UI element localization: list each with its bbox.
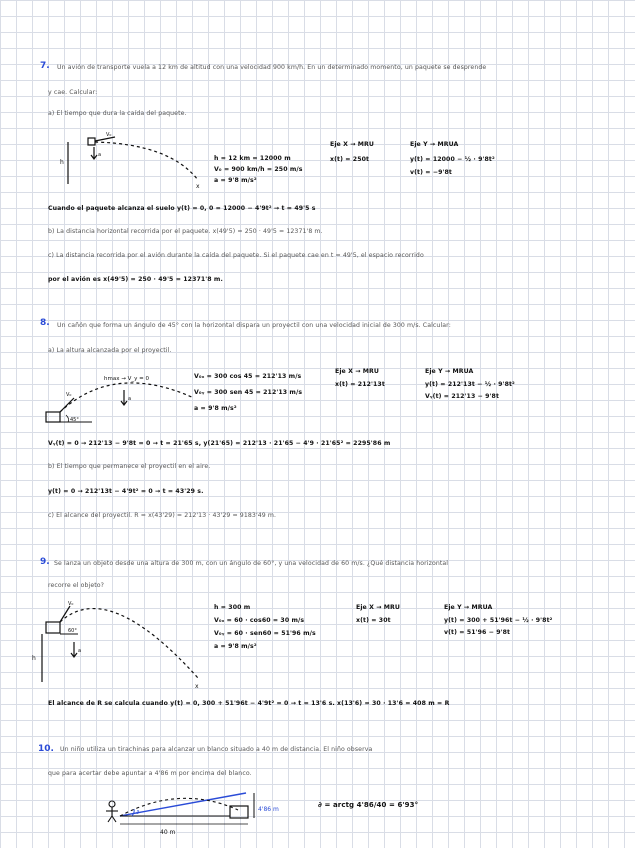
axis-y-eq2: v(t) = 51'96 − 9'8t <box>444 629 511 636</box>
trajectory <box>60 383 194 412</box>
package-box <box>88 138 95 145</box>
given-a: a = 9'8 m/s² <box>194 405 237 412</box>
given-h: h = 12 km = 12000 m <box>214 155 291 162</box>
problem-number: 9. <box>40 557 50 567</box>
v0-label: V₀ <box>68 601 74 607</box>
axis-y-eq1: y(t) = 300 + 51'96t − ½ · 9'8t² <box>444 617 553 624</box>
part-b: b) La distancia horizontal recorrida por el paquete. x(49'5) = 250 · 49'5 = 12371'8 m. <box>48 228 323 235</box>
launcher-box <box>46 622 60 633</box>
cliff-launch-diagram <box>28 598 208 690</box>
problem-statement-cont: que para acertar debe apuntar a 4'86 m por encima del blanco. <box>48 770 252 777</box>
axis-y-title: Eje Y → MRUA <box>410 141 459 148</box>
part-c-cont: por el avión es x(49'5) = 250 · 49'5 = 12371'8 m. <box>48 276 223 283</box>
velocity-vector <box>95 137 115 141</box>
given-a: a = 9'8 m/s² <box>214 177 257 184</box>
axis-x-title: Eje X → MRU <box>330 141 375 148</box>
axis-x-eq: x(t) = 212'13t <box>335 381 385 388</box>
given-v0x: V₀ₓ = 300 cos 45 = 212'13 m/s <box>194 373 302 380</box>
result: ∂ = arctg 4'86/40 = 6'93° <box>318 801 419 809</box>
result-a: Cuando el paquete alcanza el suelo y(t) = 0, 0 = 12000 − 4'9t² → t = 49'5 s <box>48 205 316 212</box>
height-label: 4'86 m <box>258 806 279 813</box>
axis-y-eq1: y(t) = 212'13t − ½ · 9'8t² <box>425 381 515 388</box>
problem-statement-cont: y cae. Calcular: <box>48 89 98 96</box>
problem-statement: Un cañón que forma un ángulo de 45° con la horizontal dispara un proyectil con una velocidad inicial de 300 m/s. Calcular: <box>57 322 451 329</box>
v0-label: V₀ <box>106 132 112 138</box>
cannon-box <box>46 412 60 422</box>
cannon-diagram <box>44 368 214 428</box>
a-label: a <box>98 152 102 158</box>
axis-x-eq: x(t) = 30t <box>356 617 391 624</box>
result-b: y(t) = 0 → 212'13t − 4'9t² = 0 → t = 43'29 s. <box>48 488 204 495</box>
distance-label: 40 m <box>160 829 176 836</box>
axis-x-title: Eje X → MRU <box>356 604 401 611</box>
part-c: c) La distancia recorrida por el avión durante la caída del paquete. Si el paquete cae en t = 49'5, el espacio recorrido <box>48 252 424 259</box>
child-head <box>109 801 115 807</box>
result-a: Vᵧ(t) = 0 → 212'13 − 9'8t = 0 → t = 21'65 s, y(21'65) = 212'13 · 21'65 − 4'9 · 21'65² = 2295'86 m <box>48 440 391 447</box>
given-v0x: V₀ₓ = 60 · cos60 = 30 m/s <box>214 617 305 624</box>
x-label: x <box>195 683 199 690</box>
velocity-vector <box>60 606 70 622</box>
part-b: b) El tiempo que permanece el proyectil en el aire. <box>48 463 211 470</box>
part-c: c) El alcance del proyectil. R = x(43'29) = 212'13 · 43'29 = 9183'49 m. <box>48 512 277 519</box>
axis-x-title: Eje X → MRU <box>335 368 380 375</box>
slingshot-diagram <box>100 788 300 836</box>
result: El alcance de R se calcula cuando y(t) = 0, 300 + 51'96t − 4'9t² = 0 → t = 13'6 s. x(13'6) = 30 · 13'6 = 408 m = R <box>48 700 450 707</box>
trajectory <box>60 609 198 678</box>
v0-label: V₀ <box>66 392 72 398</box>
trajectory <box>95 142 198 180</box>
problem-number: 8. <box>40 318 50 328</box>
problem-statement: Se lanza un objeto desde una altura de 300 m, con un ángulo de 60°, y una velocidad de 60 m/s. ¿Qué distancia horizontal <box>54 560 449 567</box>
falling-package-diagram <box>60 128 210 190</box>
angle-label: 45° <box>70 417 79 423</box>
axis-y-eq2: v(t) = −9'8t <box>410 169 452 176</box>
x-label: x <box>196 183 200 190</box>
a-label: a <box>78 648 82 654</box>
given-v0y: V₀ᵧ = 60 · sen60 = 51'96 m/s <box>214 630 316 637</box>
axis-y-eq1: y(t) = 12000 − ½ · 9'8t² <box>410 156 495 163</box>
problem-statement-cont: recorre el objeto? <box>48 582 105 589</box>
part-a: a) El tiempo que dura la caída del paquete. <box>48 110 187 117</box>
problem-number: 7. <box>40 61 50 71</box>
given-h: h = 300 m <box>214 604 251 611</box>
given-a: a = 9'8 m/s² <box>214 643 257 650</box>
axis-y-eq2: Vᵧ(t) = 212'13 − 9'8t <box>425 393 500 400</box>
h-label: h <box>60 159 64 166</box>
axis-y-title: Eje Y → MRUA <box>444 604 493 611</box>
problem-statement: Un avión de transporte vuela a 12 km de altitud con una velocidad 900 km/h. En un determinado momento, un paquete se desprende <box>57 64 487 71</box>
angle-label: 60° <box>68 628 77 634</box>
given-v0: V₀ = 900 km/h = 250 m/s <box>214 166 303 173</box>
axis-y-title: Eje Y → MRUA <box>425 368 474 375</box>
hmax-label: hmax → V_y = 0 <box>104 376 149 382</box>
axis-x-eq: x(t) = 250t <box>330 156 370 163</box>
part-a: a) La altura alcanzada por el proyectil. <box>48 347 172 354</box>
angle-label: ∂ <box>136 809 140 816</box>
problem-number: 10. <box>38 744 54 754</box>
problem-statement: Un niño utiliza un tirachinas para alcanzar un blanco situado a 40 m de distancia. El niño observa <box>60 746 373 753</box>
a-label: a <box>128 396 132 402</box>
h-label: h <box>32 655 36 662</box>
given-v0y: V₀ᵧ = 300 sen 45 = 212'13 m/s <box>194 389 303 396</box>
